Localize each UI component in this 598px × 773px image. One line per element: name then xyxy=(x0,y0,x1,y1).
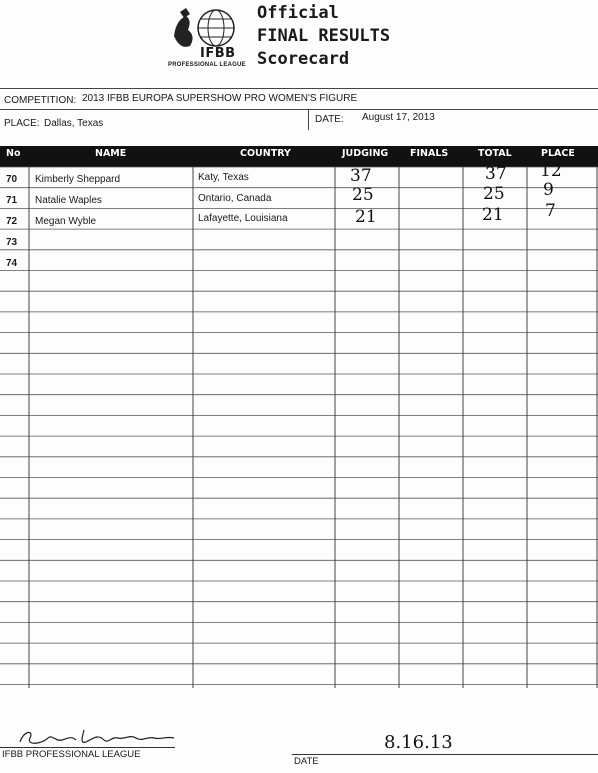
row-judging: 21 xyxy=(355,207,377,227)
date-footer-label: DATE xyxy=(294,756,319,767)
league-label: IFBB PROFESSIONAL LEAGUE xyxy=(2,749,141,760)
place-value: Dallas, Texas xyxy=(44,118,104,129)
row-judging: 25 xyxy=(352,185,374,205)
col-header-place: PLACE xyxy=(541,148,575,159)
row-total: 25 xyxy=(483,184,505,204)
col-header-name: NAME xyxy=(95,148,127,159)
title-line-3: Scorecard xyxy=(257,49,350,69)
row-total: 21 xyxy=(482,205,504,225)
row-country: Katy, Texas xyxy=(198,172,249,183)
row-no: 74 xyxy=(6,258,18,269)
row-place: 7 xyxy=(545,201,556,221)
info-divider xyxy=(308,110,309,130)
place-label: PLACE: xyxy=(4,118,40,129)
row-country: Lafayette, Louisiana xyxy=(198,213,288,224)
place-date-row xyxy=(0,110,598,131)
date-line xyxy=(292,754,598,755)
row-place: 9 xyxy=(543,180,554,200)
logo-subtext: PROFESSIONAL LEAGUE xyxy=(168,62,246,68)
row-no: 73 xyxy=(6,237,18,248)
row-name: Natalie Waples xyxy=(35,195,102,206)
title-line-2: FINAL RESULTS xyxy=(257,26,391,46)
logo-text: IFBB xyxy=(200,46,236,61)
row-place: 12 xyxy=(540,161,562,181)
row-country: Ontario, Canada xyxy=(198,193,272,204)
signed-date: 8.16.13 xyxy=(384,732,453,753)
row-name: Megan Wyble xyxy=(35,216,97,227)
page-title xyxy=(257,2,390,71)
date-value: August 17, 2013 xyxy=(362,112,435,123)
signature-line xyxy=(0,747,175,748)
row-total: 37 xyxy=(485,164,507,184)
row-no: 70 xyxy=(6,174,18,185)
row-judging: 37 xyxy=(350,166,372,186)
col-header-total: TOTAL xyxy=(478,148,512,159)
col-header-country: COUNTRY xyxy=(240,148,291,159)
col-header-no: No xyxy=(6,148,21,159)
competition-label: COMPETITION: xyxy=(4,95,77,106)
col-header-finals: FINALS xyxy=(410,148,449,159)
competition-row xyxy=(0,89,598,110)
row-name: Kimberly Sheppard xyxy=(35,174,121,185)
title-line-1: Official xyxy=(257,3,339,23)
row-no: 72 xyxy=(6,216,18,227)
col-header-judging: JUDGING xyxy=(342,148,389,159)
competition-value: 2013 IFBB EUROPA SUPERSHOW PRO WOMEN'S FIGURE xyxy=(82,93,358,104)
competition-info xyxy=(0,88,598,131)
date-label: DATE: xyxy=(315,114,344,125)
row-no: 71 xyxy=(6,195,18,206)
